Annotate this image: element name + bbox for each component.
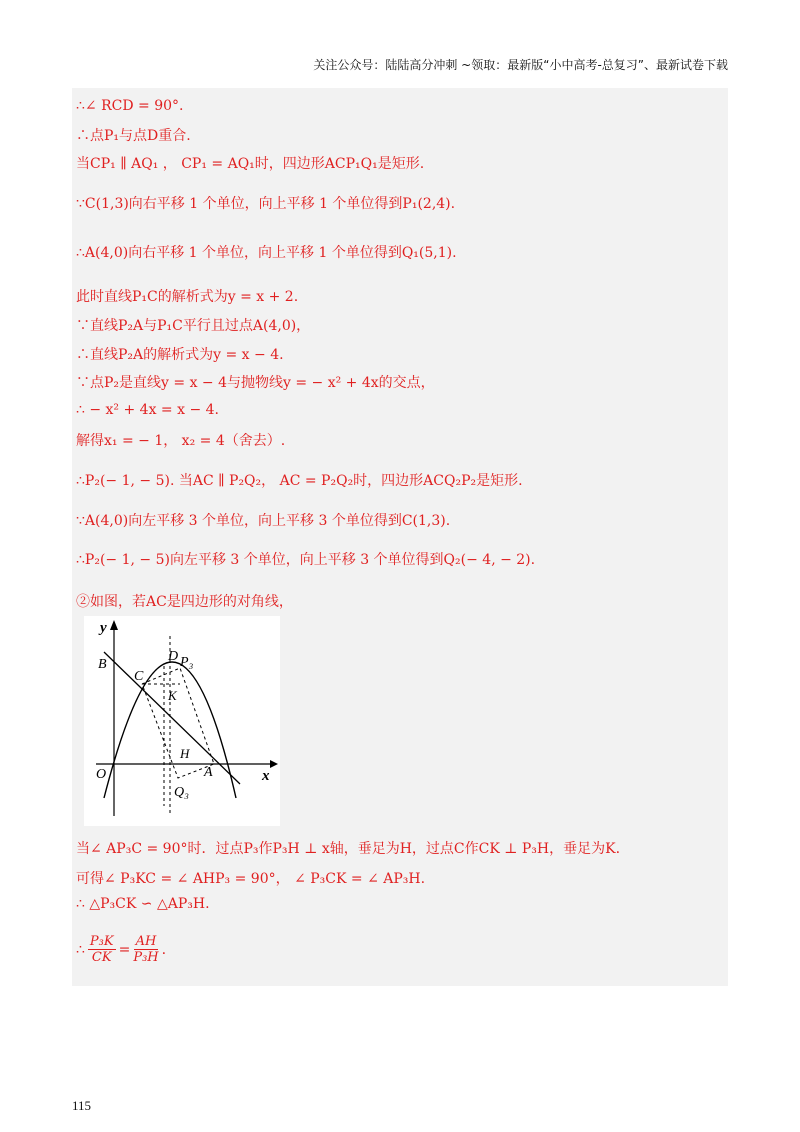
solution-line: 此时直线P₁C的解析式为y = x + 2.: [76, 289, 299, 305]
label-x: x: [262, 768, 270, 784]
page-number: 115: [72, 1098, 92, 1113]
label-a: A: [204, 765, 213, 780]
label-h: H: [180, 746, 190, 761]
label-q3: Q₃: [174, 785, 189, 800]
label-c: C: [134, 669, 144, 684]
solution-line: 可得∠ P₃KC = ∠ AHP₃ = 90°， ∠ P₃CK = ∠ AP₃H.: [76, 871, 426, 887]
parabola-curve: [104, 662, 236, 798]
figure-svg: [84, 616, 280, 826]
label-b: B: [98, 657, 107, 672]
fraction-equals: =: [118, 941, 131, 958]
solution-line: ∴∠ RCD = 90°.: [76, 98, 184, 114]
fraction-suffix: .: [161, 941, 167, 958]
solution-line: ∵A(4,0)向左平移 3 个单位，向上平移 3 个单位得到C(1,3).: [76, 513, 451, 529]
y-axis-arrow: [110, 620, 118, 630]
x-axis-arrow: [270, 760, 278, 768]
solution-line: 当CP₁ ∥ AQ₁ ， CP₁ = AQ₁时，四边形ACP₁Q₁是矩形.: [76, 156, 425, 172]
fraction-right-denominator: P₃H: [133, 950, 159, 965]
fraction-left-denominator: CK: [91, 950, 112, 965]
solution-line: ②如图，若AC是四边形的对角线，: [76, 594, 293, 610]
label-k: K: [168, 688, 177, 703]
label-d: D: [168, 649, 179, 664]
solution-line: ∴直线P₂A的解析式为y = x − 4.: [76, 347, 284, 363]
solution-line: ∵点P₂是直线y = x − 4与抛物线y = − x² + 4x的交点，: [76, 375, 435, 391]
geometry-figure: [84, 616, 280, 826]
solution-line: ∴ △P₃CK ∽ △AP₃H.: [76, 896, 210, 912]
solution-line: ∴点P₁与点D重合.: [76, 128, 191, 144]
label-o: O: [96, 767, 107, 782]
fraction-prefix: ∴: [76, 941, 85, 958]
solution-line: ∴P₂(− 1, − 5)向左平移 3 个单位，向上平移 3 个单位得到Q₂(− 4, − 2).: [76, 552, 536, 568]
fraction-left: [88, 934, 116, 965]
label-y: y: [100, 620, 107, 636]
solution-line: 当∠ AP₃C = 90°时．过点P₃作P₃H ⊥ x轴，垂足为H，过点C作CK ⊥ P₃H，垂足为K.: [76, 841, 621, 857]
solution-line: ∴A(4,0)向右平移 1 个单位，向上平移 1 个单位得到Q₁(5,1).: [76, 245, 457, 261]
fraction-left-numerator: P₃K: [89, 934, 114, 949]
solution-line: ∵直线P₂A与P₁C平行且过点A(4,0)，: [76, 318, 311, 334]
label-p3: P₃: [180, 655, 194, 670]
fraction-right-numerator: AH: [135, 934, 157, 949]
solution-line: ∴P₂(− 1, − 5). 当AC ∥ P₂Q₂， AC = P₂Q₂时，四边形ACQ₂P₂是矩形.: [76, 473, 523, 489]
page-header: 关注公众号：陆陆高分冲刺 ~领取：最新版“小中高考-总复习”、最新试卷下载: [313, 58, 728, 72]
fraction-right: [133, 934, 158, 965]
fraction-line: [76, 934, 166, 965]
solution-line: ∵C(1,3)向右平移 1 个单位，向上平移 1 个单位得到P₁(2,4).: [76, 196, 456, 212]
solution-line: 解得x₁ = − 1， x₂ = 4（舍去）.: [76, 433, 286, 449]
solution-line: ∴ − x² + 4x = x − 4.: [76, 402, 219, 418]
